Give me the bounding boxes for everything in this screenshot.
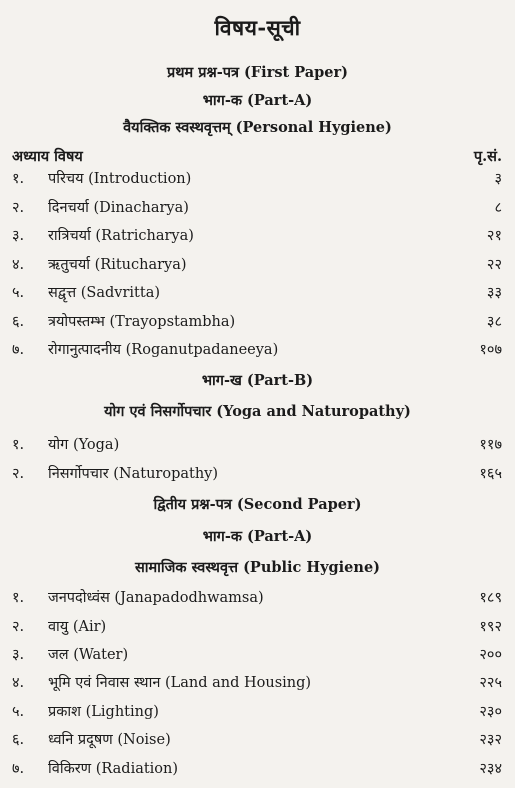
toc-entry[interactable]	[12, 282, 502, 304]
entry-number: २.	[12, 200, 25, 216]
entry-page: २३४	[479, 761, 502, 777]
entry-title: विकिरण (Radiation)	[48, 761, 179, 777]
entry-page: २००	[479, 647, 502, 663]
toc-entry[interactable]	[12, 463, 502, 485]
personal-hygiene-heading: वैयक्तिक स्वस्थवृत्तम् (Personal Hygiene)	[123, 119, 392, 136]
second-paper-heading: द्वितीय प्रश्न-पत्र (Second Paper)	[153, 496, 362, 513]
entry-number: ७.	[12, 342, 25, 358]
entry-title: ऋतुचर्या (Ritucharya)	[48, 257, 187, 273]
page-title: विषय-सूची	[214, 15, 301, 40]
entry-page: ३३	[486, 285, 502, 301]
entry-number: २.	[12, 466, 25, 482]
entry-page: २२	[486, 257, 502, 273]
chapter-subject-header: अध्याय विषय	[12, 148, 83, 165]
entry-number: ७.	[12, 761, 25, 777]
entry-number: २.	[12, 619, 25, 635]
entry-title: निसर्गोपचार (Naturopathy)	[48, 466, 219, 482]
entry-page: ८	[494, 200, 502, 216]
entry-number: ३.	[12, 647, 25, 663]
entry-title: जनपदोध्वंस (Janapadodhwamsa)	[48, 590, 264, 606]
entry-page: ३	[494, 171, 502, 187]
toc-entry[interactable]	[12, 197, 502, 219]
entry-title: प्रकाश (Lighting)	[48, 704, 159, 720]
entry-page: १०७	[479, 342, 502, 358]
entry-title: वायु (Air)	[48, 619, 107, 635]
toc-entry[interactable]	[12, 616, 502, 638]
entry-number: १.	[12, 171, 25, 187]
toc-entry[interactable]	[12, 587, 502, 609]
column-headers	[12, 146, 502, 166]
entry-page: २१	[486, 228, 502, 244]
entry-title: रोगानुत्पादनीय (Roganutpadaneeya)	[48, 342, 279, 358]
entry-page: २३२	[479, 732, 502, 748]
entry-number: ४.	[12, 257, 25, 273]
entry-number: ६.	[12, 314, 25, 330]
toc-entry[interactable]	[12, 254, 502, 276]
entry-number: १.	[12, 437, 25, 453]
public-hygiene-heading: सामाजिक स्वस्थवृत्त (Public Hygiene)	[134, 559, 381, 576]
toc-entry[interactable]	[12, 225, 502, 247]
entry-number: ४.	[12, 675, 25, 691]
entry-title: जल (Water)	[48, 647, 129, 663]
entry-title: रात्रिचर्या (Ratricharya)	[48, 228, 194, 244]
entry-title: भूमि एवं निवास स्थान (Land and Housing)	[48, 675, 312, 691]
entry-page: २२५	[479, 675, 502, 691]
entry-title: परिचय (Introduction)	[48, 171, 192, 187]
entry-number: ५.	[12, 285, 25, 301]
entry-page: १६५	[479, 466, 502, 482]
toc-entry[interactable]	[12, 729, 502, 751]
entry-title: ध्वनि प्रदूषण (Noise)	[48, 732, 171, 748]
toc-entry[interactable]	[12, 672, 502, 694]
entry-number: ५.	[12, 704, 25, 720]
toc-entry[interactable]	[12, 701, 502, 723]
part-b-heading: भाग-ख (Part-B)	[201, 372, 314, 389]
entry-page: २३०	[479, 704, 502, 720]
entry-number: १.	[12, 590, 25, 606]
first-paper-heading: प्रथम प्रश्न-पत्र (First Paper)	[166, 64, 349, 81]
entry-page: ३८	[486, 314, 502, 330]
page-number-header: पृ.सं.	[473, 148, 502, 165]
entry-title: त्रयोपस्तम्भ (Trayopstambha)	[48, 314, 236, 330]
entry-page: १९२	[479, 619, 502, 635]
part-a-heading-2: भाग-क (Part-A)	[202, 528, 313, 545]
toc-entry[interactable]	[12, 311, 502, 333]
yoga-naturopathy-heading: योग एवं निसर्गोपचार (Yoga and Naturopathy)	[104, 403, 411, 420]
entry-title: सद्वृत्त (Sadvritta)	[48, 285, 161, 301]
toc-entry[interactable]	[12, 434, 502, 456]
entry-number: ३.	[12, 228, 25, 244]
entry-title: दिनचर्या (Dinacharya)	[48, 200, 189, 216]
toc-entry[interactable]	[12, 339, 502, 361]
entry-page: १८९	[479, 590, 502, 606]
toc-entry[interactable]	[12, 168, 502, 190]
entry-number: ६.	[12, 732, 25, 748]
toc-entry[interactable]	[12, 644, 502, 666]
entry-title: योग (Yoga)	[48, 437, 120, 453]
entry-page: ११७	[479, 437, 502, 453]
part-a-heading: भाग-क (Part-A)	[202, 92, 313, 109]
toc-entry[interactable]	[12, 758, 502, 780]
